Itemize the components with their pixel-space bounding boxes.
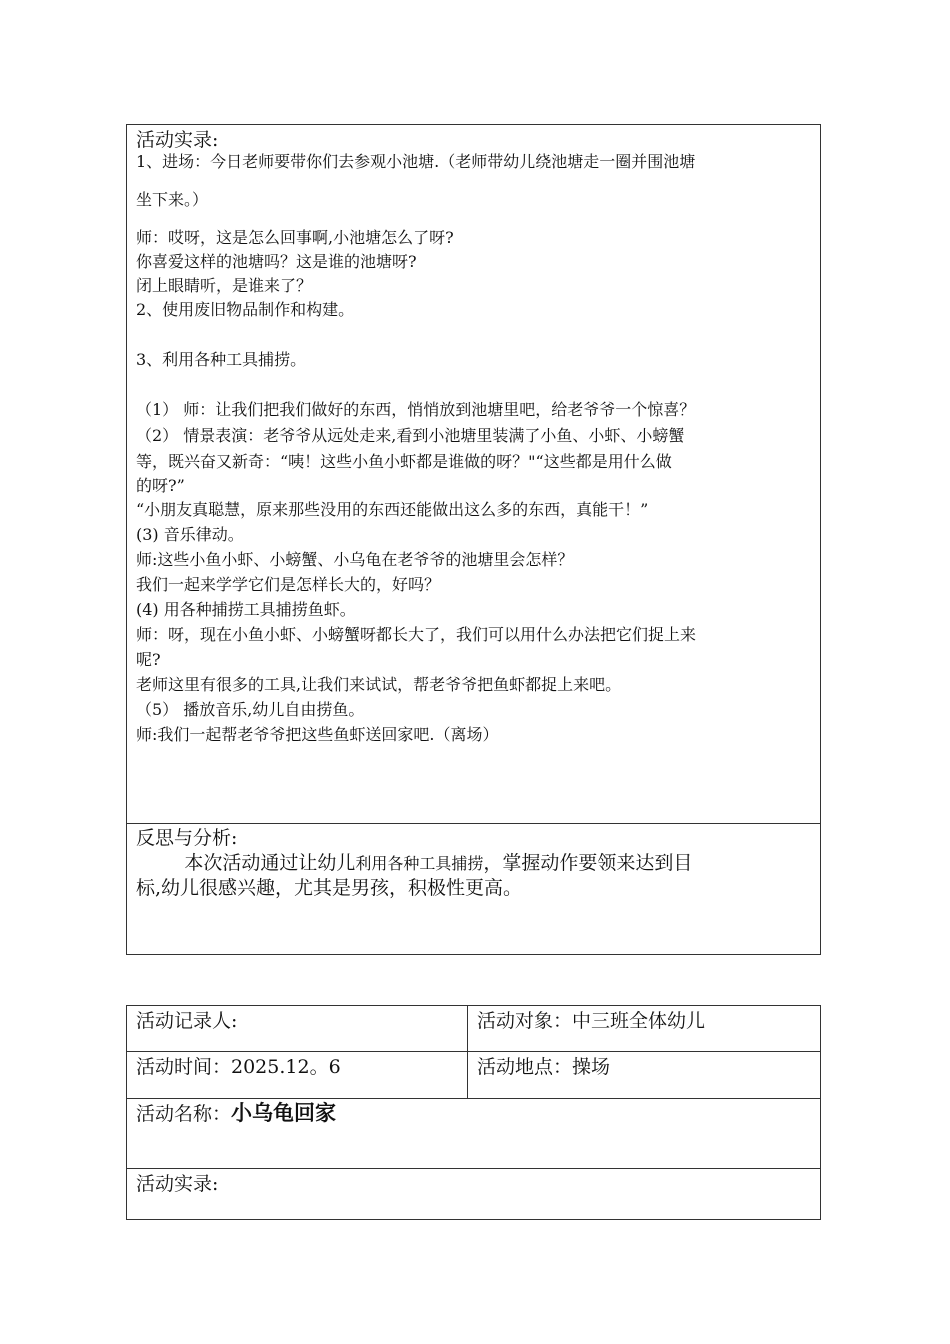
- record-line: 师：呀，现在小鱼小虾、小螃蟹呀都长大了，我们可以用什么办法把它们捉上来: [136, 625, 697, 644]
- recorder-label: 活动记录人:: [136, 1010, 238, 1032]
- record-line: 2、使用废旧物品制作和构建。: [136, 300, 355, 319]
- record-line: 老师这里有很多的工具,让我们来试试，帮老爷爷把鱼虾都捉上来吧。: [136, 675, 622, 694]
- info-divider: [126, 1168, 821, 1169]
- record-line: 你喜爱这样的池塘吗？这是谁的池塘呀?: [136, 252, 417, 271]
- info-column-divider: [467, 1005, 468, 1099]
- record-line: 闭上眼睛听，是谁来了？: [136, 276, 313, 295]
- reflection-text-part: 利用各种工具捕捞: [355, 854, 484, 873]
- info-divider: [126, 1051, 821, 1052]
- record-heading: 活动实录:: [136, 129, 219, 151]
- reflection-text-part: ，掌握动作要领来达到目: [483, 852, 693, 874]
- record-line: 呢?: [136, 650, 161, 669]
- record-line: 1、进场：今日老师要带你们去参观小池塘.（老师带幼儿绕池塘走一圈并围池塘: [136, 152, 696, 171]
- record-line: （5） 播放音乐,幼儿自由捞鱼。: [136, 700, 365, 719]
- time-label: 活动时间：2025.12。6: [136, 1056, 341, 1078]
- info-divider: [126, 1098, 821, 1099]
- record-line: （1） 师：让我们把我们做好的东西，悄悄放到池塘里吧，给老爷爷一个惊喜？: [136, 400, 696, 419]
- reflection-text: 标,幼儿很感兴趣，尤其是男孩，积极性更高。: [136, 877, 523, 899]
- target-label: 活动对象：中三班全体幼儿: [477, 1010, 706, 1032]
- record-divider: [126, 823, 821, 824]
- record-line: 我们一起来学学它们是怎样长大的，好吗？: [136, 575, 441, 594]
- reflection-text-part: 本次活动通过让幼儿: [136, 852, 356, 874]
- activity-name-label: 活动名称：: [136, 1103, 232, 1125]
- record-line: “小朋友真聪慧，原来那些没用的东西还能做出这么多的东西，真能干！”: [136, 500, 649, 519]
- record-line: 等，既兴奋又新奇：“咦！这些小鱼小虾都是谁做的呀？"“这些都是用什么做: [136, 452, 672, 471]
- record-line: 师:这些小鱼小虾、小螃蟹、小乌龟在老爷爷的池塘里会怎样？: [136, 550, 574, 569]
- reflection-text: [136, 850, 692, 877]
- record-line: （2） 情景表演：老爷爷从远处走来,看到小池塘里装满了小鱼、小虾、小螃蟹: [136, 426, 685, 445]
- activity-name-value: 小乌龟回家: [231, 1100, 337, 1125]
- record-line: (4) 用各种捕捞工具捕捞鱼虾。: [136, 600, 356, 619]
- record-line: 师:我们一起帮老爷爷把这些鱼虾送回家吧.（离场）: [136, 725, 499, 744]
- record-line: 坐下来。）: [136, 190, 209, 209]
- record-line: (3) 音乐律动。: [136, 525, 244, 544]
- record-line: 的呀?”: [136, 476, 185, 495]
- record-label: 活动实录:: [136, 1173, 219, 1195]
- place-label: 活动地点：操场: [477, 1056, 611, 1078]
- record-line: 3、利用各种工具捕捞。: [136, 350, 307, 369]
- activity-name: [136, 1100, 336, 1127]
- record-line: 师：哎呀，这是怎么回事啊,小池塘怎么了呀?: [136, 228, 454, 247]
- reflection-heading: 反思与分析:: [136, 827, 238, 849]
